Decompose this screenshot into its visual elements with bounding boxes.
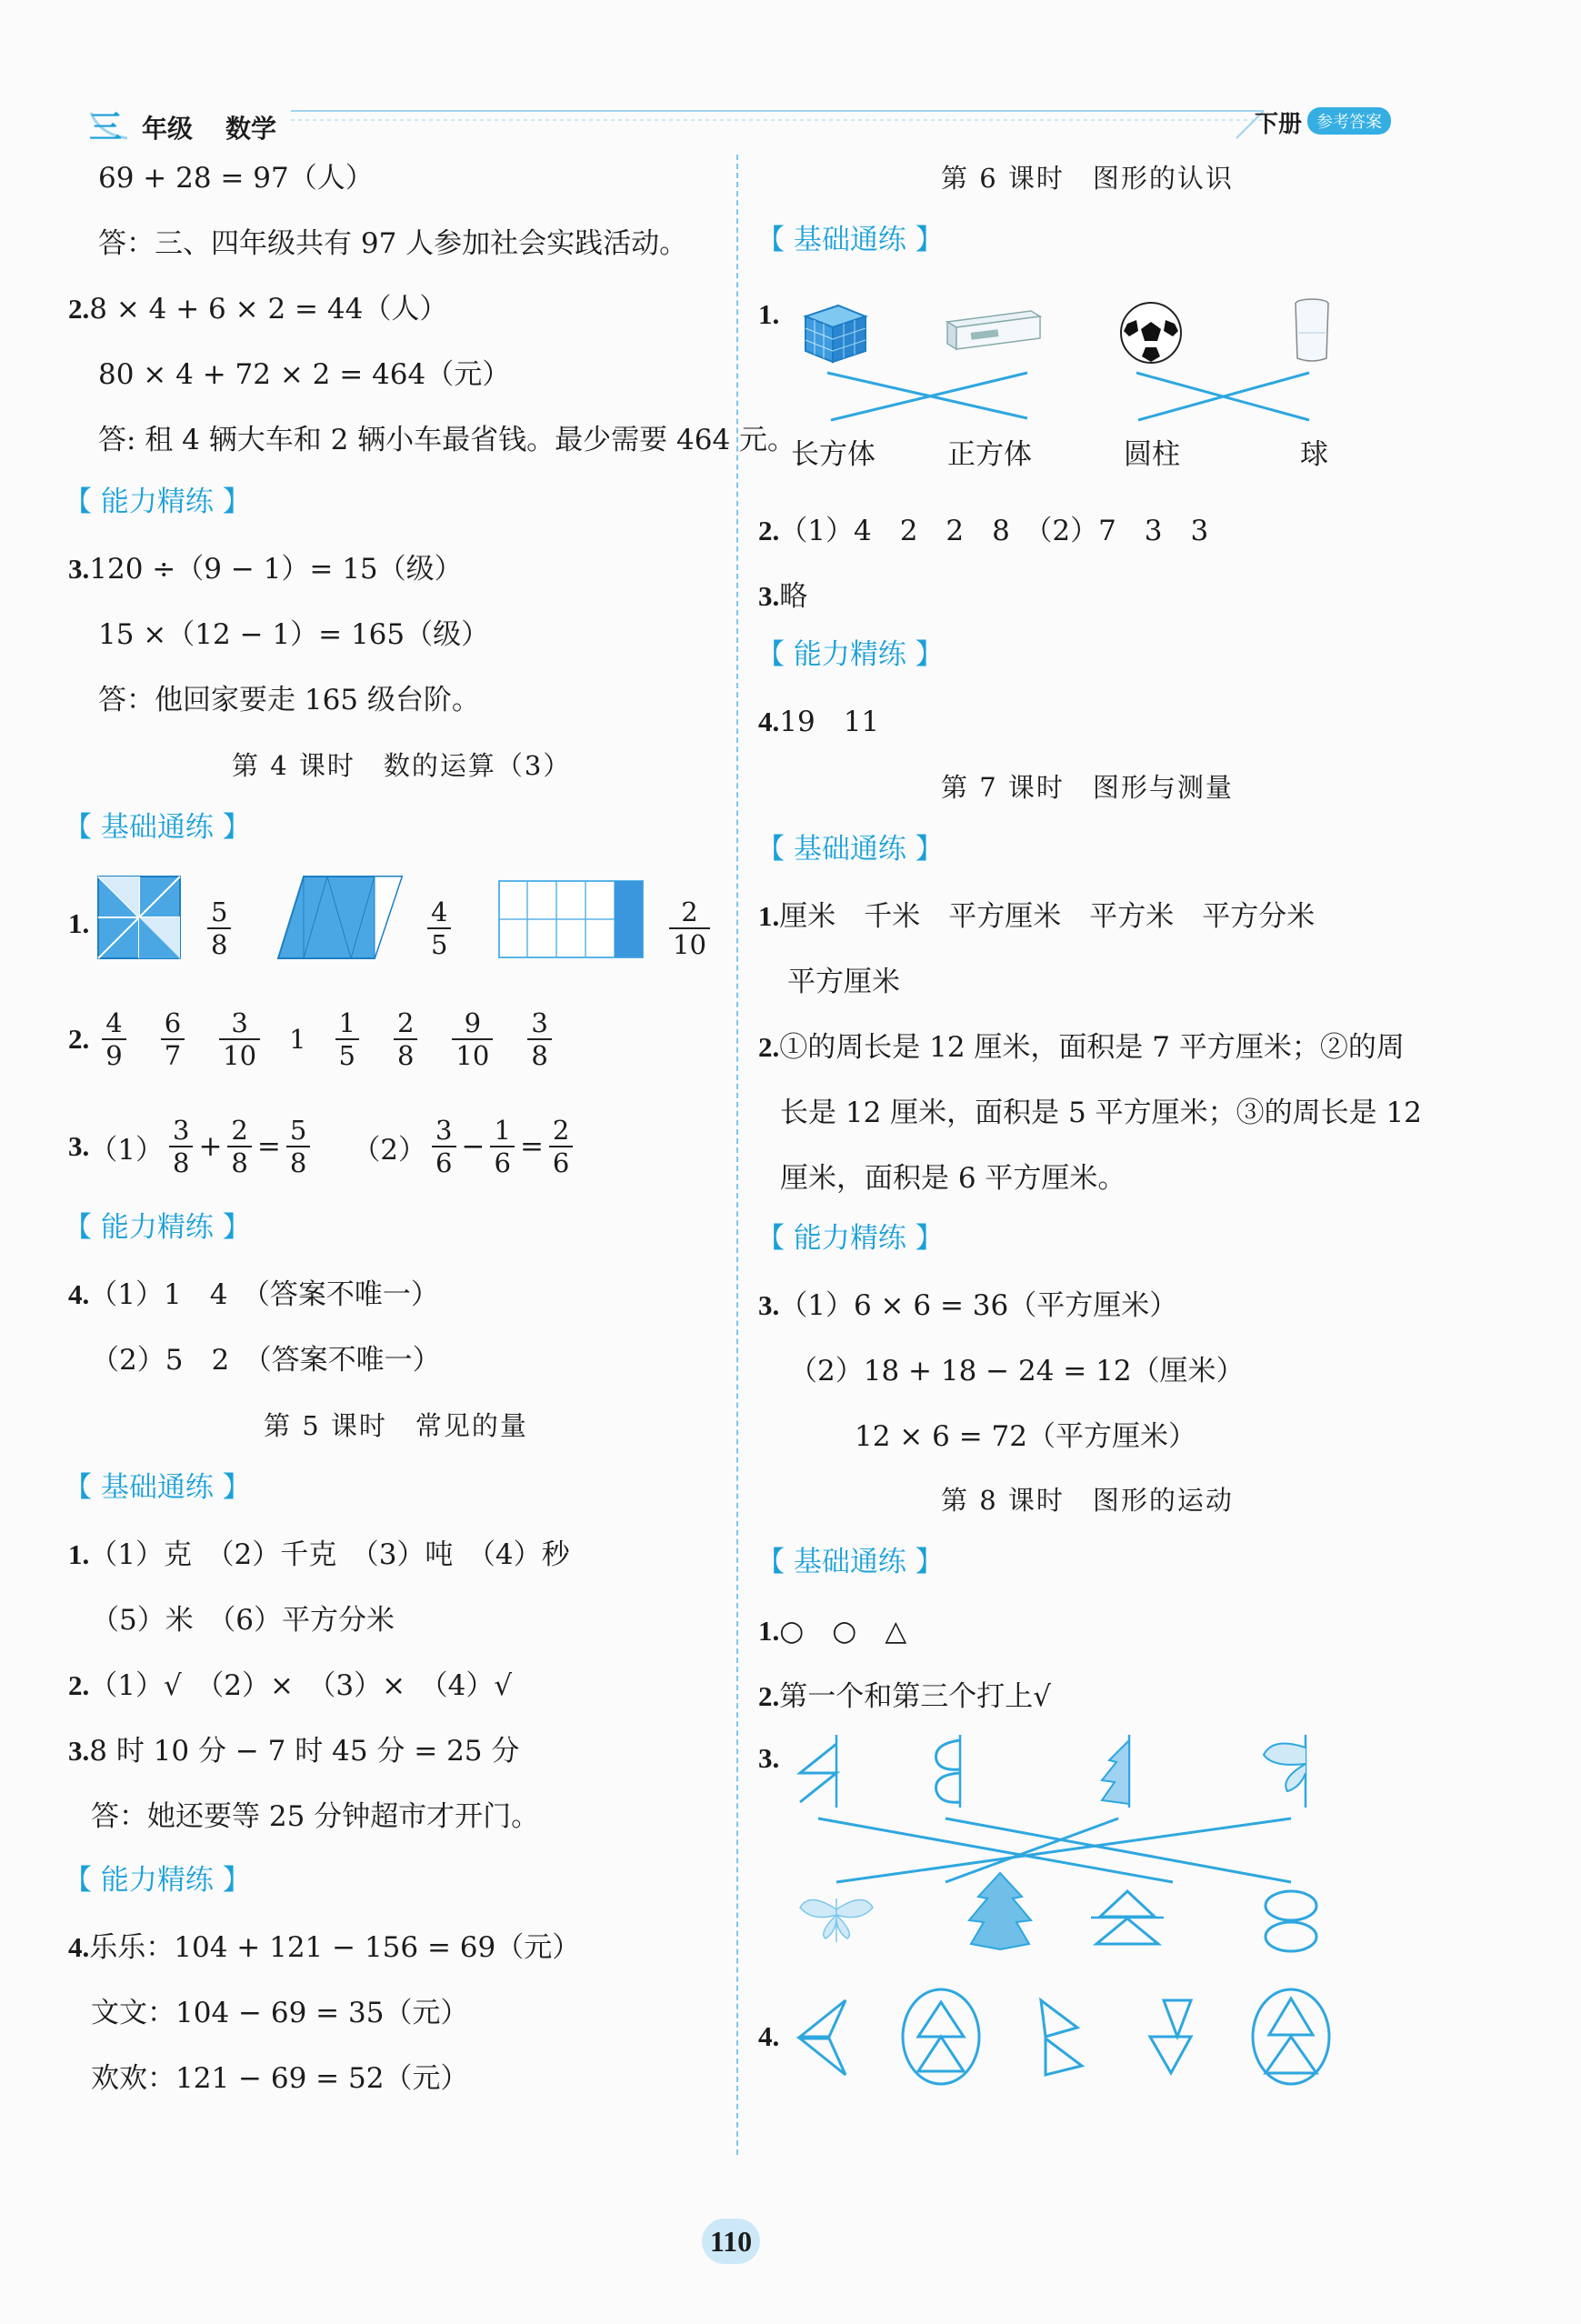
fraction: $\frac{5}{8}$	[207, 897, 231, 960]
question-1	[758, 898, 1315, 935]
fraction: $\frac{6}{7}$	[161, 1007, 185, 1071]
symmetry-matching-figure	[782, 1728, 1346, 1955]
section-basic: 【 基础通练 】	[64, 1471, 251, 1504]
operator: −	[461, 1130, 485, 1163]
answer-text: 第一个和第三个打上√	[779, 1680, 1052, 1713]
header-decoration	[82, 98, 1409, 149]
lesson-4-title: 第 4 课时 数的运算（3）	[232, 750, 572, 781]
answer-text: 120 ÷（9 − 1）= 15（级）	[89, 553, 463, 586]
answer-text: 厘米 千米 平方厘米 平方米 平方分米	[779, 900, 1316, 933]
question-number: 4.	[758, 706, 780, 737]
soccer-ball-icon	[1118, 300, 1184, 366]
fraction: $\frac{9}{10}$	[452, 1007, 493, 1071]
fraction: $\frac{5}{8}$	[286, 1115, 310, 1178]
question-number: 3.	[68, 1130, 90, 1162]
answer-text: （1）6 × 6 = 36（平方厘米）	[779, 1289, 1178, 1322]
question-number: 1.	[758, 1615, 780, 1647]
question-2	[758, 513, 1208, 549]
answer-line: 平方厘米	[787, 966, 900, 998]
question-number: 1.	[758, 900, 780, 932]
section-ability: 【 能力精练 】	[64, 1864, 251, 1897]
answer-badge: 参考答案	[1307, 107, 1391, 135]
lesson-6-title: 第 6 课时 图形的认识	[941, 163, 1234, 194]
section-ability: 【 能力精练 】	[756, 1222, 944, 1255]
answer-line: 文文：104 − 69 = 35（元）	[91, 1997, 469, 2029]
question-2	[758, 1678, 1051, 1715]
shape-name: 正方体	[947, 438, 1032, 471]
section-ability: 【 能力精练 】	[64, 486, 251, 518]
lesson-5-title: 第 5 课时 常见的量	[264, 1410, 528, 1441]
question-4	[758, 704, 879, 740]
fraction: $\frac{3}{10}$	[219, 1007, 260, 1071]
part-label: （2）	[352, 1133, 427, 1167]
answer-text: ①的周长是 12 厘米，面积是 7 平方厘米；②的周	[779, 1031, 1405, 1064]
question-number: 3.	[758, 1742, 780, 1774]
question-1	[68, 1537, 570, 1573]
answer-line: （2）5 2 （答案不唯一）	[91, 1344, 441, 1377]
question-number: 1.	[758, 298, 780, 330]
fraction: $\frac{3}{6}$	[432, 1115, 455, 1178]
shape-matching-lines	[818, 364, 1327, 427]
rotation-figures	[782, 1982, 1346, 2091]
lesson-7-title: 第 7 课时 图形与测量	[941, 772, 1234, 803]
fraction-figure-square	[96, 875, 182, 960]
answer-line: 80 × 4 + 72 × 2 = 464（元）	[98, 358, 511, 391]
answer-line: 答：她还要等 25 分钟超市才开门。	[91, 1800, 540, 1833]
section-basic: 【 基础通练 】	[756, 1546, 944, 1578]
question-number: 2.	[68, 1669, 90, 1701]
answer-text: 乐乐：104 + 121 − 156 = 69（元）	[89, 1931, 581, 1964]
question-3	[758, 1287, 1177, 1324]
question-number: 3.	[758, 580, 780, 612]
answer-line: 欢欢：121 − 69 = 52（元）	[91, 2062, 469, 2095]
section-ability: 【 能力精练 】	[64, 1211, 251, 1244]
question-number: 2.	[68, 293, 90, 325]
question-number: 4.	[68, 1278, 90, 1310]
fraction: $\frac{3}{8}$	[169, 1115, 193, 1178]
answer-text: 8 时 10 分 − 7 时 45 分 = 25 分	[89, 1735, 520, 1768]
question-3	[758, 578, 807, 615]
fraction: $\frac{2}{8}$	[227, 1115, 251, 1178]
question-number: 3.	[68, 1735, 90, 1767]
question-number: 4.	[68, 1931, 90, 1963]
question-3	[68, 551, 463, 587]
fraction: $\frac{1}{5}$	[335, 1007, 359, 1071]
section-basic: 【 基础通练 】	[756, 833, 944, 866]
answer-text: 19 11	[779, 706, 880, 738]
question-number: 2.	[758, 1031, 780, 1063]
question-1	[758, 1613, 906, 1649]
answer-text: 8 × 4 + 6 × 2 = 44（人）	[89, 293, 448, 326]
fraction-figure-parallelogram	[276, 875, 404, 960]
question-number: 3.	[758, 1289, 780, 1321]
whole-number: 1	[289, 1024, 306, 1055]
answer-line: （5）米 （6）平方分米	[91, 1604, 395, 1637]
question-number: 2.	[758, 1680, 780, 1712]
operator: =	[519, 1130, 544, 1163]
question-number: 2.	[68, 1023, 90, 1055]
shape-name: 圆柱	[1124, 438, 1180, 471]
rubiks-cube-icon	[796, 296, 871, 366]
section-ability: 【 能力精练 】	[756, 638, 944, 671]
answer-line: 答: 租 4 辆大车和 2 辆小车最省钱。最少需要 464 元。	[98, 424, 796, 456]
grade-char: 三	[89, 109, 123, 146]
fraction: $\frac{2}{10}$	[669, 897, 710, 960]
question-3-equations	[68, 1115, 578, 1178]
fraction: $\frac{4}{5}$	[427, 897, 451, 960]
fraction: $\frac{1}{6}$	[490, 1115, 514, 1178]
subject-label: 数学	[225, 114, 277, 144]
operator: +	[198, 1130, 223, 1163]
part-label: （1）	[89, 1133, 164, 1167]
question-number: 1.	[68, 907, 90, 939]
answer-line: 69 + 28 = 97（人）	[98, 162, 374, 195]
section-basic: 【 基础通练 】	[64, 811, 251, 844]
lesson-8-title: 第 8 课时 图形的运动	[941, 1485, 1234, 1516]
fraction: $\frac{4}{9}$	[102, 1007, 125, 1071]
answer-text: （1）4 2 2 8 （2）7 3 3	[779, 515, 1209, 547]
question-2	[68, 291, 447, 327]
volume-label: 下册	[1255, 111, 1303, 138]
fraction: $\frac{2}{8}$	[394, 1007, 417, 1071]
answer-text: （1）√ （2）× （3）× （4）√	[89, 1669, 513, 1702]
operator: =	[256, 1130, 281, 1163]
grade-label: 年级	[142, 114, 194, 144]
question-2-fractions	[68, 1007, 557, 1071]
answer-line: 12 × 6 = 72（平方厘米）	[855, 1420, 1196, 1453]
shape-name: 长方体	[791, 438, 876, 471]
page-number	[702, 2219, 760, 2264]
answer-line: 答：他回家要走 165 级台阶。	[98, 684, 480, 716]
answer-line: 答：三、四年级共有 97 人参加社会实践活动。	[98, 227, 688, 260]
fraction-figure-rectangle	[498, 880, 644, 958]
answer-text: ○ ○ △	[779, 1615, 907, 1648]
question-number: 3.	[68, 553, 90, 585]
question-number: 1.	[68, 1538, 90, 1570]
shape-name: 球	[1300, 438, 1328, 471]
answer-text: （1）1 4 （答案不唯一）	[89, 1278, 439, 1311]
answer-text: （1）克 （2）千克 （3）吨 （4）秒	[89, 1538, 570, 1571]
question-4	[68, 1277, 439, 1313]
question-4	[68, 1929, 580, 1966]
fraction: $\frac{2}{6}$	[549, 1115, 573, 1178]
answer-line: （2）18 + 18 − 24 = 12（厘米）	[789, 1355, 1245, 1387]
answer-line: 厘米，面积是 6 平方厘米。	[780, 1162, 1126, 1195]
question-2	[758, 1029, 1405, 1066]
answer-line: 长是 12 厘米，面积是 5 平方厘米；③的周长是 12	[780, 1097, 1422, 1129]
section-basic: 【 基础通练 】	[756, 224, 944, 256]
box-icon	[944, 306, 1044, 353]
question-number: 2.	[758, 515, 780, 546]
glass-cylinder-icon	[1291, 296, 1333, 366]
answer-line: 15 ×（12 − 1）= 165（级）	[98, 618, 490, 651]
answer-text: 略	[779, 580, 808, 613]
page-header	[82, 98, 1409, 149]
page-number-text: 110	[709, 2225, 753, 2258]
question-number: 4.	[758, 2020, 780, 2052]
fraction: $\frac{3}{8}$	[527, 1007, 551, 1071]
question-2	[68, 1668, 512, 1704]
question-3	[68, 1733, 519, 1769]
